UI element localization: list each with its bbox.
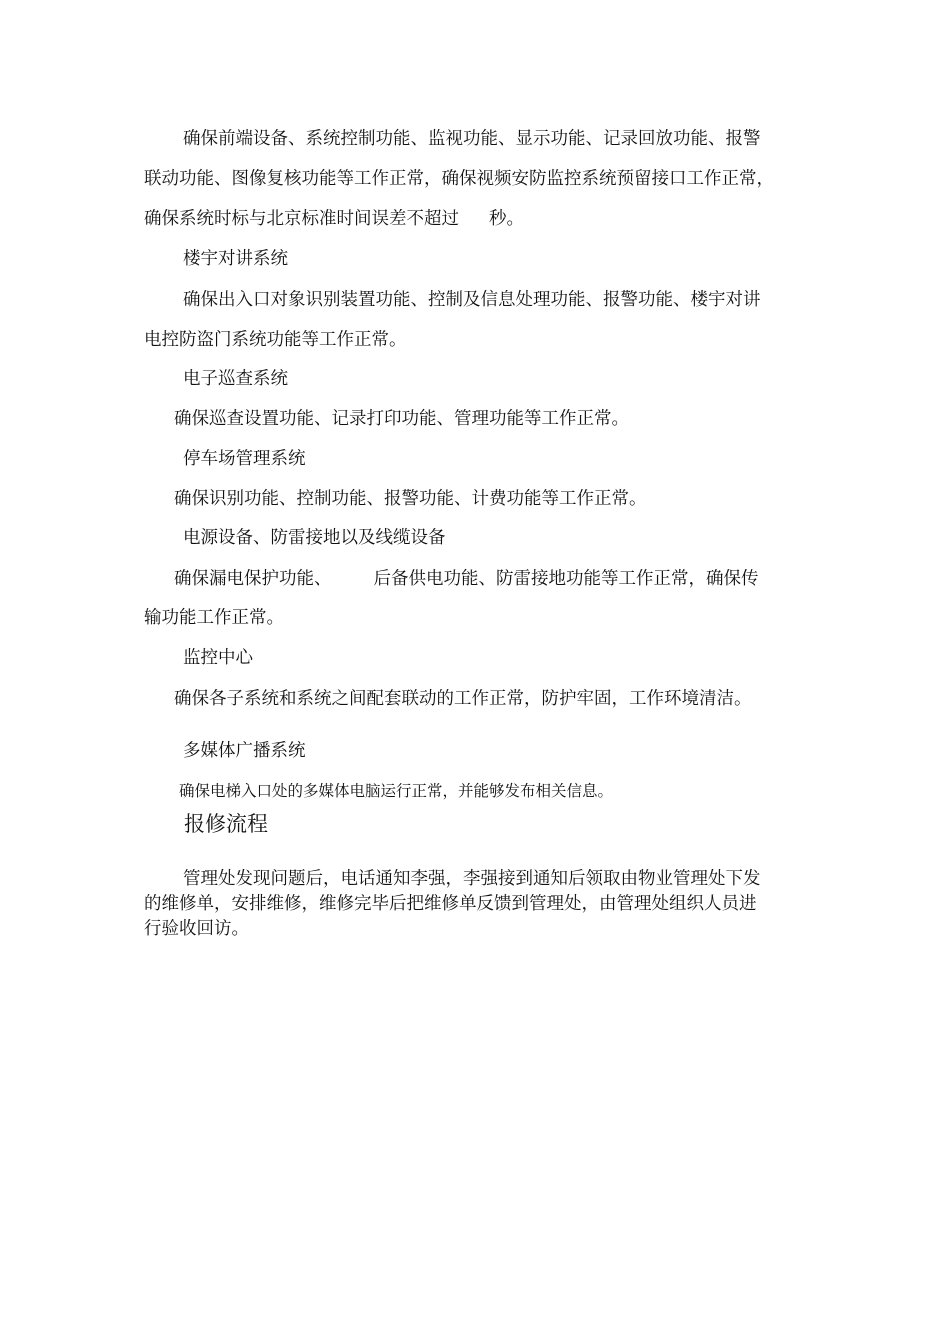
paragraph-line: 的维修单，安排维修，维修完毕后把维修单反馈到管理处，由管理处组织人员进 (144, 894, 757, 914)
paragraph-text: 确保漏电保护功能、 (174, 569, 332, 589)
paragraph-line: 确保各子系统和系统之间配套联动的工作正常，防护牢固，工作环境清洁。 (174, 689, 752, 709)
paragraph-text: 后备供电功能、防雷接地功能等工作正常，确保传 (373, 569, 759, 589)
section-heading: 停车场管理系统 (183, 449, 306, 469)
paragraph-line: 确保前端设备、系统控制功能、监视功能、显示功能、记录回放功能、报警 (183, 129, 761, 149)
paragraph-line: 确保出入口对象识别装置功能、控制及信息处理功能、报警功能、楼宇对讲 (183, 290, 761, 310)
paragraph-line: 电控防盗门系统功能等工作正常。 (144, 330, 407, 350)
section-heading: 电子巡查系统 (183, 369, 288, 389)
paragraph-line: 确保巡查设置功能、记录打印功能、管理功能等工作正常。 (174, 409, 629, 429)
section-heading: 多媒体广播系统 (183, 741, 306, 761)
paragraph-line: 确保电梯入口处的多媒体电脑运行正常，并能够发布相关信息。 (179, 782, 614, 800)
section-heading: 楼宇对讲系统 (183, 249, 288, 269)
paragraph-line: 联动功能、图像复核功能等工作正常，确保视频安防监控系统预留接口工作正常， (144, 169, 774, 189)
paragraph-line: 确保识别功能、控制功能、报警功能、计费功能等工作正常。 (174, 489, 647, 509)
paragraph-line (144, 208, 524, 230)
section-heading: 电源设备、防雷接地以及线缆设备 (183, 528, 446, 548)
paragraph-line (174, 568, 759, 590)
section-heading: 监控中心 (183, 648, 253, 668)
paragraph-text: 确保系统时标与北京标准时间误差不超过 (144, 209, 459, 229)
paragraph-line: 行验收回访。 (144, 919, 249, 939)
section-title: 报修流程 (184, 812, 268, 836)
paragraph-text: 秒。 (489, 209, 524, 229)
paragraph-line: 管理处发现问题后，电话通知李强，李强接到通知后领取由物业管理处下发 (183, 869, 761, 889)
paragraph-line: 输功能工作正常。 (144, 608, 284, 628)
